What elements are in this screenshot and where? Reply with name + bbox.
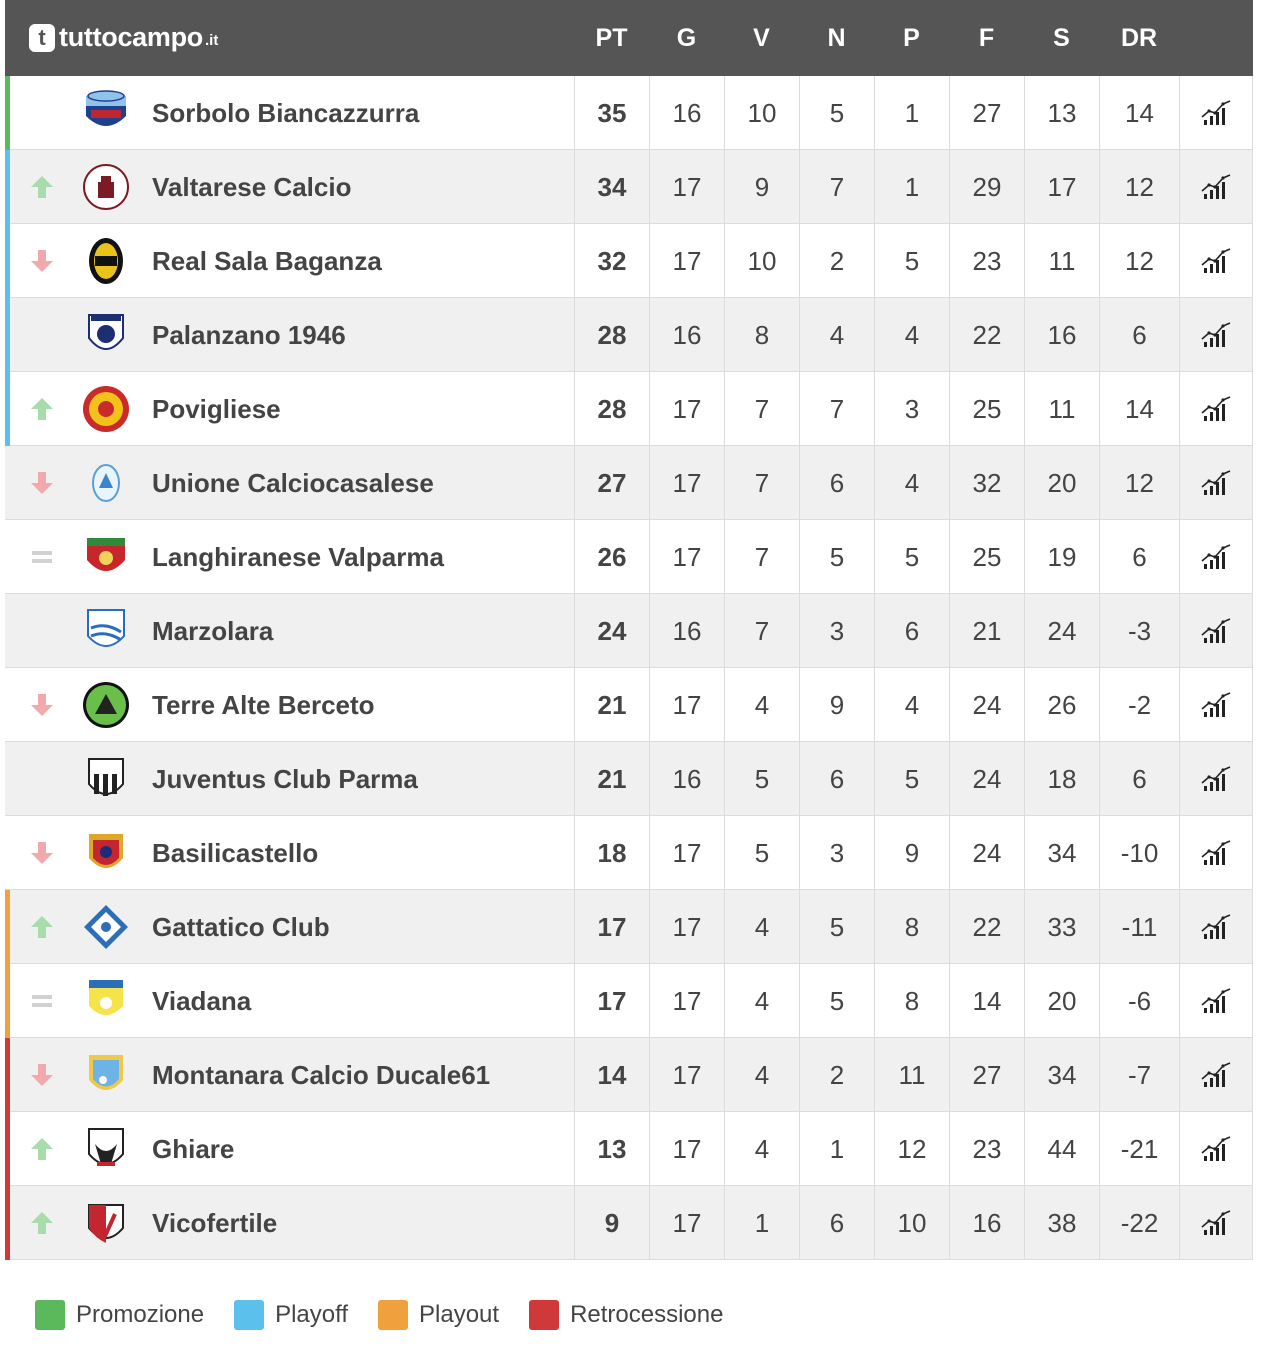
team-name[interactable]: Langhiranese Valparma (152, 541, 444, 572)
cell-n: 2 (799, 1038, 874, 1112)
team-crest-icon[interactable] (81, 162, 131, 212)
cell-s: 26 (1024, 668, 1099, 742)
cell-dr: -10 (1099, 816, 1179, 890)
cell-f: 23 (949, 224, 1024, 298)
col-header-n[interactable]: N (827, 23, 846, 52)
cell-v: 4 (724, 890, 799, 964)
cell-p: 8 (874, 890, 949, 964)
team-name[interactable]: Real Sala Baganza (152, 245, 382, 276)
table-row[interactable] (5, 446, 1253, 520)
cell-dr: 6 (1099, 742, 1179, 816)
team-crest-icon[interactable] (81, 606, 131, 656)
table-row[interactable] (5, 816, 1253, 890)
table-row[interactable] (5, 1038, 1253, 1112)
trend-chart-icon[interactable] (1179, 1038, 1253, 1112)
cell-p: 4 (874, 298, 949, 372)
cell-pt: 24 (574, 594, 649, 668)
cell-n: 4 (799, 298, 874, 372)
cell-s: 11 (1024, 372, 1099, 446)
team-name[interactable]: Ghiare (152, 1133, 235, 1164)
team-name[interactable]: Viadana (152, 985, 252, 1016)
cell-s: 38 (1024, 1186, 1099, 1260)
cell-dr: 12 (1099, 150, 1179, 224)
cell-s: 13 (1024, 76, 1099, 150)
cell-dr: -7 (1099, 1038, 1179, 1112)
team-name[interactable]: Marzolara (152, 615, 274, 646)
cell-dr: 6 (1099, 298, 1179, 372)
cell-v: 5 (724, 742, 799, 816)
cell-p: 3 (874, 372, 949, 446)
legend-item (529, 1300, 723, 1330)
cell-p: 5 (874, 742, 949, 816)
cell-n: 3 (799, 816, 874, 890)
legend-item (234, 1300, 348, 1330)
cell-f: 24 (949, 668, 1024, 742)
team-crest-icon[interactable] (81, 310, 131, 360)
cell-n: 1 (799, 1112, 874, 1186)
team-crest-icon[interactable] (81, 1124, 131, 1174)
trend-chart-icon[interactable] (1179, 964, 1253, 1038)
cell-n: 2 (799, 224, 874, 298)
cell-pt: 17 (574, 964, 649, 1038)
standings-table (5, 0, 1253, 1260)
legend-swatch (35, 1300, 65, 1330)
cell-f: 27 (949, 76, 1024, 150)
cell-p: 5 (874, 224, 949, 298)
cell-g: 17 (649, 446, 724, 520)
cell-g: 16 (649, 742, 724, 816)
team-name[interactable]: Valtarese Calcio (152, 171, 352, 202)
cell-p: 5 (874, 520, 949, 594)
team-crest-icon[interactable] (81, 384, 131, 434)
zone-indicator-retrocessione (5, 1038, 10, 1112)
cell-v: 5 (724, 816, 799, 890)
cell-dr: 14 (1099, 372, 1179, 446)
trend-down-icon (29, 692, 55, 718)
cell-p: 1 (874, 76, 949, 150)
cell-p: 9 (874, 816, 949, 890)
team-crest-icon[interactable] (81, 976, 131, 1026)
cell-f: 24 (949, 742, 1024, 816)
cell-n: 9 (799, 668, 874, 742)
col-header-v[interactable]: V (753, 23, 770, 52)
trend-chart-icon[interactable] (1179, 298, 1253, 372)
cell-dr: -21 (1099, 1112, 1179, 1186)
cell-s: 11 (1024, 224, 1099, 298)
team-name[interactable]: Sorbolo Biancazzurra (152, 97, 420, 128)
cell-f: 21 (949, 594, 1024, 668)
trend-chart-icon[interactable] (1179, 668, 1253, 742)
cell-f: 29 (949, 150, 1024, 224)
cell-s: 17 (1024, 150, 1099, 224)
cell-v: 10 (724, 76, 799, 150)
table-row[interactable] (5, 1112, 1253, 1186)
zone-indicator-retrocessione (5, 1112, 10, 1186)
col-header-f[interactable]: F (978, 23, 995, 52)
cell-g: 16 (649, 594, 724, 668)
cell-pt: 13 (574, 1112, 649, 1186)
cell-f: 25 (949, 520, 1024, 594)
cell-v: 4 (724, 964, 799, 1038)
cell-n: 6 (799, 1186, 874, 1260)
legend-item (378, 1300, 499, 1330)
cell-p: 4 (874, 446, 949, 520)
cell-dr: 14 (1099, 76, 1179, 150)
cell-s: 16 (1024, 298, 1099, 372)
table-row[interactable] (5, 668, 1253, 742)
trend-down-icon (29, 1062, 55, 1088)
table-body (5, 76, 1253, 1260)
trend-chart-icon[interactable] (1179, 1112, 1253, 1186)
trend-same-icon (29, 544, 55, 570)
cell-n: 3 (799, 594, 874, 668)
cell-v: 7 (724, 372, 799, 446)
table-row[interactable] (5, 964, 1253, 1038)
cell-dr: -11 (1099, 890, 1179, 964)
table-row[interactable] (5, 890, 1253, 964)
trend-chart-icon[interactable] (1179, 594, 1253, 668)
table-row[interactable] (5, 224, 1253, 298)
cell-s: 34 (1024, 1038, 1099, 1112)
team-name[interactable]: Vicofertile (152, 1207, 278, 1238)
trend-chart-icon[interactable] (1179, 224, 1253, 298)
team-crest-icon[interactable] (81, 680, 131, 730)
team-name[interactable]: Povigliese (152, 393, 281, 424)
trend-down-icon (29, 840, 55, 866)
tuttocampo-logo[interactable] (29, 22, 218, 53)
team-crest-icon[interactable] (81, 1050, 131, 1100)
table-row[interactable] (5, 1186, 1253, 1260)
cell-pt: 9 (574, 1186, 649, 1260)
cell-g: 17 (649, 150, 724, 224)
cell-f: 24 (949, 816, 1024, 890)
cell-f: 22 (949, 298, 1024, 372)
team-crest-icon[interactable] (81, 754, 131, 804)
cell-g: 17 (649, 668, 724, 742)
cell-f: 25 (949, 372, 1024, 446)
cell-f: 14 (949, 964, 1024, 1038)
team-crest-icon[interactable] (81, 532, 131, 582)
col-header-s[interactable]: S (1053, 23, 1070, 52)
cell-pt: 21 (574, 742, 649, 816)
cell-n: 5 (799, 964, 874, 1038)
cell-pt: 27 (574, 446, 649, 520)
cell-pt: 17 (574, 890, 649, 964)
cell-f: 22 (949, 890, 1024, 964)
zone-legend (35, 1300, 753, 1330)
col-header-g[interactable]: G (676, 23, 697, 52)
zone-indicator-promozione (5, 76, 10, 150)
legend-swatch (378, 1300, 408, 1330)
cell-g: 17 (649, 964, 724, 1038)
cell-p: 12 (874, 1112, 949, 1186)
cell-f: 16 (949, 1186, 1024, 1260)
cell-g: 17 (649, 224, 724, 298)
cell-p: 8 (874, 964, 949, 1038)
table-row[interactable] (5, 298, 1253, 372)
team-crest-icon[interactable] (81, 88, 131, 138)
cell-s: 18 (1024, 742, 1099, 816)
cell-v: 1 (724, 1186, 799, 1260)
cell-s: 19 (1024, 520, 1099, 594)
table-row[interactable] (5, 594, 1253, 668)
cell-g: 17 (649, 816, 724, 890)
team-crest-icon[interactable] (81, 1198, 131, 1248)
trend-chart-icon[interactable] (1179, 372, 1253, 446)
cell-p: 4 (874, 668, 949, 742)
cell-pt: 34 (574, 150, 649, 224)
cell-p: 6 (874, 594, 949, 668)
trend-up-icon (29, 174, 55, 200)
cell-pt: 26 (574, 520, 649, 594)
cell-s: 20 (1024, 964, 1099, 1038)
cell-g: 16 (649, 76, 724, 150)
cell-pt: 28 (574, 372, 649, 446)
cell-s: 20 (1024, 446, 1099, 520)
brand-tld: .it (204, 32, 219, 49)
table-row[interactable] (5, 372, 1253, 446)
legend-swatch (529, 1300, 559, 1330)
cell-n: 5 (799, 890, 874, 964)
cell-pt: 32 (574, 224, 649, 298)
team-crest-icon[interactable] (81, 458, 131, 508)
table-row[interactable] (5, 76, 1253, 150)
cell-pt: 14 (574, 1038, 649, 1112)
cell-f: 32 (949, 446, 1024, 520)
table-row[interactable] (5, 520, 1253, 594)
col-header-pt[interactable]: PT (595, 23, 628, 52)
cell-v: 4 (724, 668, 799, 742)
trend-up-icon (29, 1136, 55, 1162)
cell-pt: 18 (574, 816, 649, 890)
col-header-dr[interactable]: DR (1120, 23, 1158, 52)
cell-dr: 12 (1099, 446, 1179, 520)
legend-label: Retrocessione (570, 1301, 724, 1328)
team-name[interactable]: Unione Calciocasalese (152, 467, 434, 498)
tuttocampo-logo-icon: t (29, 24, 55, 52)
table-header (5, 0, 1253, 76)
team-crest-icon[interactable] (81, 236, 131, 286)
cell-v: 9 (724, 150, 799, 224)
table-row[interactable] (5, 150, 1253, 224)
team-crest-icon[interactable] (81, 828, 131, 878)
trend-chart-icon[interactable] (1179, 1186, 1253, 1260)
cell-s: 33 (1024, 890, 1099, 964)
team-name[interactable]: Juventus Club Parma (152, 763, 418, 794)
cell-v: 8 (724, 298, 799, 372)
cell-g: 17 (649, 372, 724, 446)
legend-swatch (234, 1300, 264, 1330)
cell-n: 5 (799, 76, 874, 150)
cell-p: 11 (874, 1038, 949, 1112)
cell-pt: 35 (574, 76, 649, 150)
cell-s: 24 (1024, 594, 1099, 668)
cell-v: 7 (724, 594, 799, 668)
team-crest-icon[interactable] (81, 902, 131, 952)
cell-g: 17 (649, 520, 724, 594)
cell-v: 4 (724, 1112, 799, 1186)
brand-name: tuttocampo (59, 22, 203, 52)
team-name[interactable]: Terre Alte Berceto (152, 689, 375, 720)
zone-indicator-playoff (5, 224, 10, 298)
trend-chart-icon[interactable] (1179, 742, 1253, 816)
team-name[interactable]: Gattatico Club (152, 911, 330, 942)
cell-v: 10 (724, 224, 799, 298)
cell-pt: 21 (574, 668, 649, 742)
cell-f: 27 (949, 1038, 1024, 1112)
zone-indicator-retrocessione (5, 1186, 10, 1260)
table-row[interactable] (5, 742, 1253, 816)
cell-p: 10 (874, 1186, 949, 1260)
cell-dr: 6 (1099, 520, 1179, 594)
trend-chart-icon[interactable] (1179, 520, 1253, 594)
cell-s: 34 (1024, 816, 1099, 890)
legend-label: Playoff (275, 1301, 348, 1328)
trend-same-icon (29, 988, 55, 1014)
trend-chart-icon[interactable] (1179, 150, 1253, 224)
zone-indicator-playoff (5, 298, 10, 372)
cell-n: 5 (799, 520, 874, 594)
trend-chart-icon[interactable] (1179, 76, 1253, 150)
cell-g: 17 (649, 890, 724, 964)
cell-s: 44 (1024, 1112, 1099, 1186)
trend-down-icon (29, 470, 55, 496)
trend-down-icon (29, 248, 55, 274)
cell-dr: -22 (1099, 1186, 1179, 1260)
legend-label: Playout (419, 1301, 500, 1328)
trend-up-icon (29, 914, 55, 940)
cell-v: 7 (724, 446, 799, 520)
trend-chart-icon[interactable] (1179, 816, 1253, 890)
cell-dr: -6 (1099, 964, 1179, 1038)
legend-item (35, 1300, 204, 1330)
cell-n: 7 (799, 372, 874, 446)
cell-n: 6 (799, 446, 874, 520)
legend-label: Promozione (76, 1301, 205, 1328)
trend-up-icon (29, 396, 55, 422)
cell-dr: -3 (1099, 594, 1179, 668)
team-name[interactable]: Basilicastello (152, 837, 319, 868)
cell-v: 4 (724, 1038, 799, 1112)
col-header-p[interactable]: P (903, 23, 920, 52)
zone-indicator-playoff (5, 372, 10, 446)
trend-chart-icon[interactable] (1179, 446, 1253, 520)
cell-dr: -2 (1099, 668, 1179, 742)
trend-up-icon (29, 1210, 55, 1236)
zone-indicator-playoff (5, 150, 10, 224)
team-name[interactable]: Montanara Calcio Ducale61 (152, 1059, 491, 1090)
zone-indicator-playout (5, 964, 10, 1038)
cell-g: 17 (649, 1038, 724, 1112)
team-name[interactable]: Palanzano 1946 (152, 319, 346, 350)
trend-chart-icon[interactable] (1179, 890, 1253, 964)
cell-n: 7 (799, 150, 874, 224)
cell-n: 6 (799, 742, 874, 816)
zone-indicator-playout (5, 890, 10, 964)
cell-g: 17 (649, 1112, 724, 1186)
cell-p: 1 (874, 150, 949, 224)
cell-v: 7 (724, 520, 799, 594)
cell-g: 16 (649, 298, 724, 372)
cell-pt: 28 (574, 298, 649, 372)
cell-f: 23 (949, 1112, 1024, 1186)
cell-dr: 12 (1099, 224, 1179, 298)
cell-g: 17 (649, 1186, 724, 1260)
